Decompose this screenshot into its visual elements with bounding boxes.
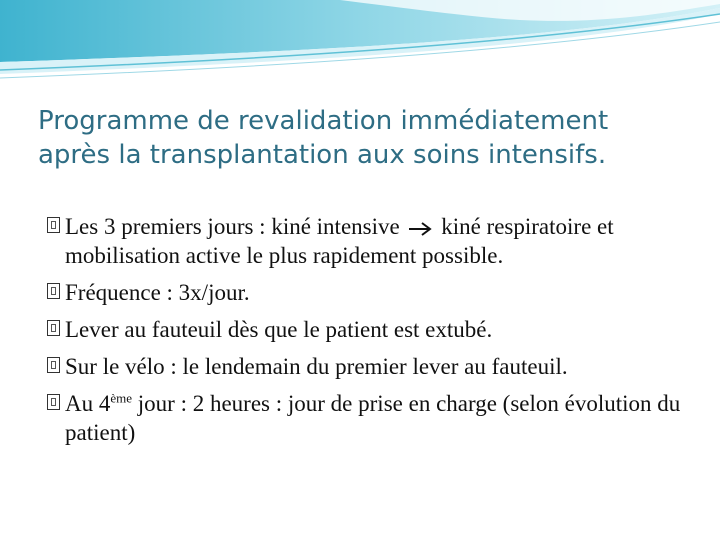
bullet-glyph-icon <box>47 283 60 299</box>
slide-title <box>38 104 698 172</box>
bullet-text-fourth-day-superscript: ème <box>110 390 133 406</box>
bullet-text-frequency: Fréquence : 3x/jour. <box>65 280 250 305</box>
bullet-item-bike <box>47 352 707 381</box>
bullet-text-chair: Lever au fauteuil dès que le patient est extubé. <box>65 317 493 342</box>
bullet-text-bike: Sur le vélo : le lendemain du premier lever au fauteuil. <box>65 354 568 379</box>
bullet-glyph-icon <box>47 217 60 233</box>
bullet-list <box>47 212 707 455</box>
bullet-glyph-icon <box>47 394 60 410</box>
bullet-item-first-days <box>47 212 707 270</box>
bullet-glyph-icon <box>47 320 60 336</box>
right-arrow-icon <box>407 222 433 236</box>
slide-title-line-1: Programme de revalidation immédiatement <box>38 106 609 136</box>
bullet-item-chair <box>47 315 707 344</box>
bullet-item-frequency <box>47 278 707 307</box>
bullet-glyph-icon <box>47 357 60 373</box>
bullet-text-first-days-part1: Les 3 premiers jours : kiné intensive <box>65 214 400 239</box>
bullet-item-fourth-day <box>47 389 707 447</box>
slide-title-line-2: après la transplantation aux soins intensifs. <box>38 140 607 170</box>
bullet-text-fourth-day-rest: jour : 2 heures : jour de prise en charge (selon évolution du patient) <box>65 391 681 445</box>
bullet-text-first-days-part2: kiné respiratoire et mobilisation active le plus rapidement possible. <box>65 214 614 268</box>
header-swoosh-decoration <box>0 0 720 90</box>
bullet-text-fourth-day-prefix: Au 4 <box>65 391 111 416</box>
